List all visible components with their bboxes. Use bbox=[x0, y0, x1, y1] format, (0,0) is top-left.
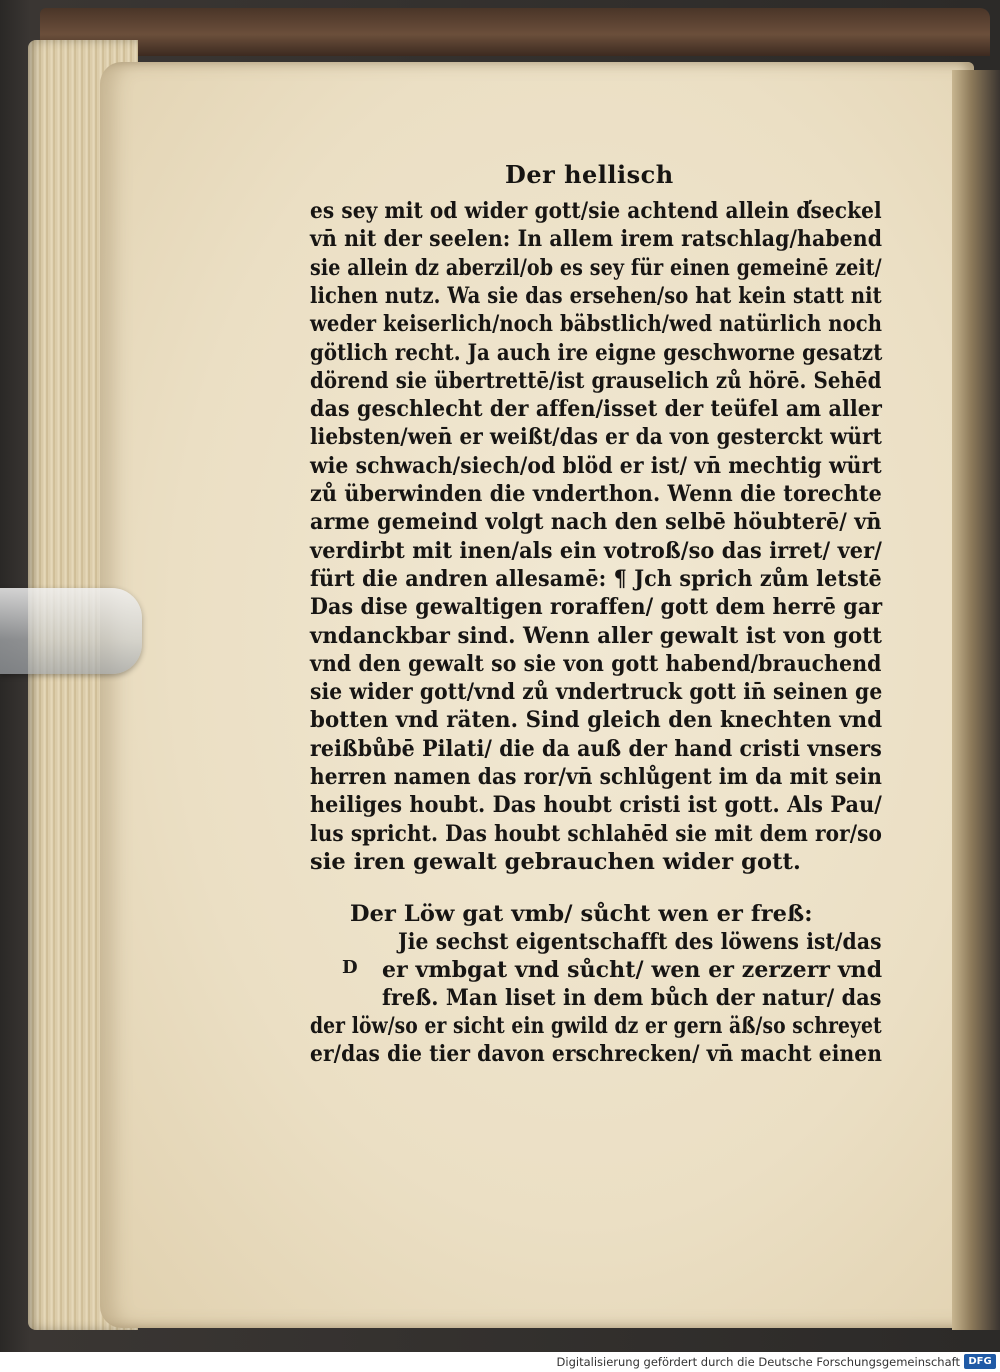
text-line: weder keiserlich/noch bäbstlich/wed natürlich noch bbox=[310, 311, 883, 338]
text-line: vnd den gewalt so sie von gott habend/brauchend bbox=[310, 650, 882, 677]
text-line: dörend sie übertrettē/ist grauselich zů hörē. Sehēd bbox=[310, 367, 882, 394]
text-line: reißbůbē Pilati/ die da auß der hand cristi vnsers bbox=[310, 735, 882, 762]
text-line: verdirbt mit inen/als ein votroß/so das irret/ ver/ bbox=[310, 537, 882, 564]
text-line: er/das die tier davon erschrecken/ vn̄ macht einen bbox=[310, 1041, 882, 1067]
text-line: es sey mit od wider gott/sie achtend allein d̕seckel bbox=[310, 198, 882, 224]
text-line: götlich recht. Ja auch ire eigne geschworne gesatzt bbox=[310, 339, 883, 366]
text-line: lus spricht. Das houbt schlahēd sie mit dem ror/so bbox=[310, 820, 882, 847]
guide-letter: D bbox=[342, 957, 358, 978]
text-line: freß. Man liset in dem bůch der natur/ das bbox=[382, 985, 882, 1011]
footer-bar bbox=[0, 1352, 1000, 1372]
text-line: sie wider gott/vnd zů vndertruck gott in̄ seinen ge bbox=[310, 679, 883, 706]
text-line: arme gemeind volgt nach den selbē höubterē/ vn̄ bbox=[310, 509, 882, 536]
text-line: das geschlecht der affen/isset der teüfel am aller bbox=[310, 396, 882, 423]
page-gutter bbox=[952, 70, 1000, 1330]
text-line: sie iren gewalt gebrauchen wider gott. bbox=[310, 848, 801, 875]
text-line: fürt die andren allesamē: ¶ Jch sprich zům letstē bbox=[310, 565, 882, 592]
text-line: Das dise gewaltigen roraffen/ gott dem herrē gar bbox=[310, 594, 883, 621]
text-line: wie schwach/siech/od blöd er ist/ vn̄ mechtig würt bbox=[310, 452, 882, 479]
text-line: zů überwinden die vnderthon. Wenn die torechte bbox=[310, 481, 882, 507]
section-heading: Der Löw gat vmb/ sůcht wen er freß: bbox=[350, 901, 813, 927]
text-line: sie allein dz aberzil/ob es sey für einen gemeinē zeit/ bbox=[310, 254, 882, 281]
dfg-logo[interactable]: DFG bbox=[964, 1354, 996, 1369]
text-line: der löw/so er sicht ein gwild dz er gern äß/so schreyet bbox=[310, 1013, 882, 1039]
page-clip bbox=[0, 588, 142, 674]
text-line: er vmbgat vnd sůcht/ wen er zerzerr vnd bbox=[382, 957, 883, 983]
text-line: vn̄ nit der seelen: In allem irem ratschlag/habend bbox=[310, 226, 883, 253]
text-line: heiliges houbt. Das houbt cristi ist gott. Als Pau/ bbox=[310, 792, 882, 819]
text-line: liebsten/wen̄ er weißt/das er da von gesterckt würt bbox=[310, 424, 882, 451]
text-line: lichen nutz. Wa sie das ersehen/so hat kein statt nit bbox=[310, 282, 882, 309]
text-line: vndanckbar sind. Wenn aller gewalt ist von gott bbox=[310, 622, 883, 649]
text-line: Jie sechst eigentschafft des löwens ist/das bbox=[398, 929, 882, 955]
running-head: Der hellisch bbox=[505, 160, 674, 189]
book-cover-edge bbox=[40, 8, 990, 56]
funding-credit: Digitalisierung gefördert durch die Deutsche Forschungsgemeinschaft bbox=[556, 1355, 960, 1369]
text-line: herren namen das ror/vn̄ schlůgent im da mit sein bbox=[310, 764, 882, 790]
text-line: botten vnd räten. Sind gleich den knechten vnd bbox=[310, 707, 883, 734]
